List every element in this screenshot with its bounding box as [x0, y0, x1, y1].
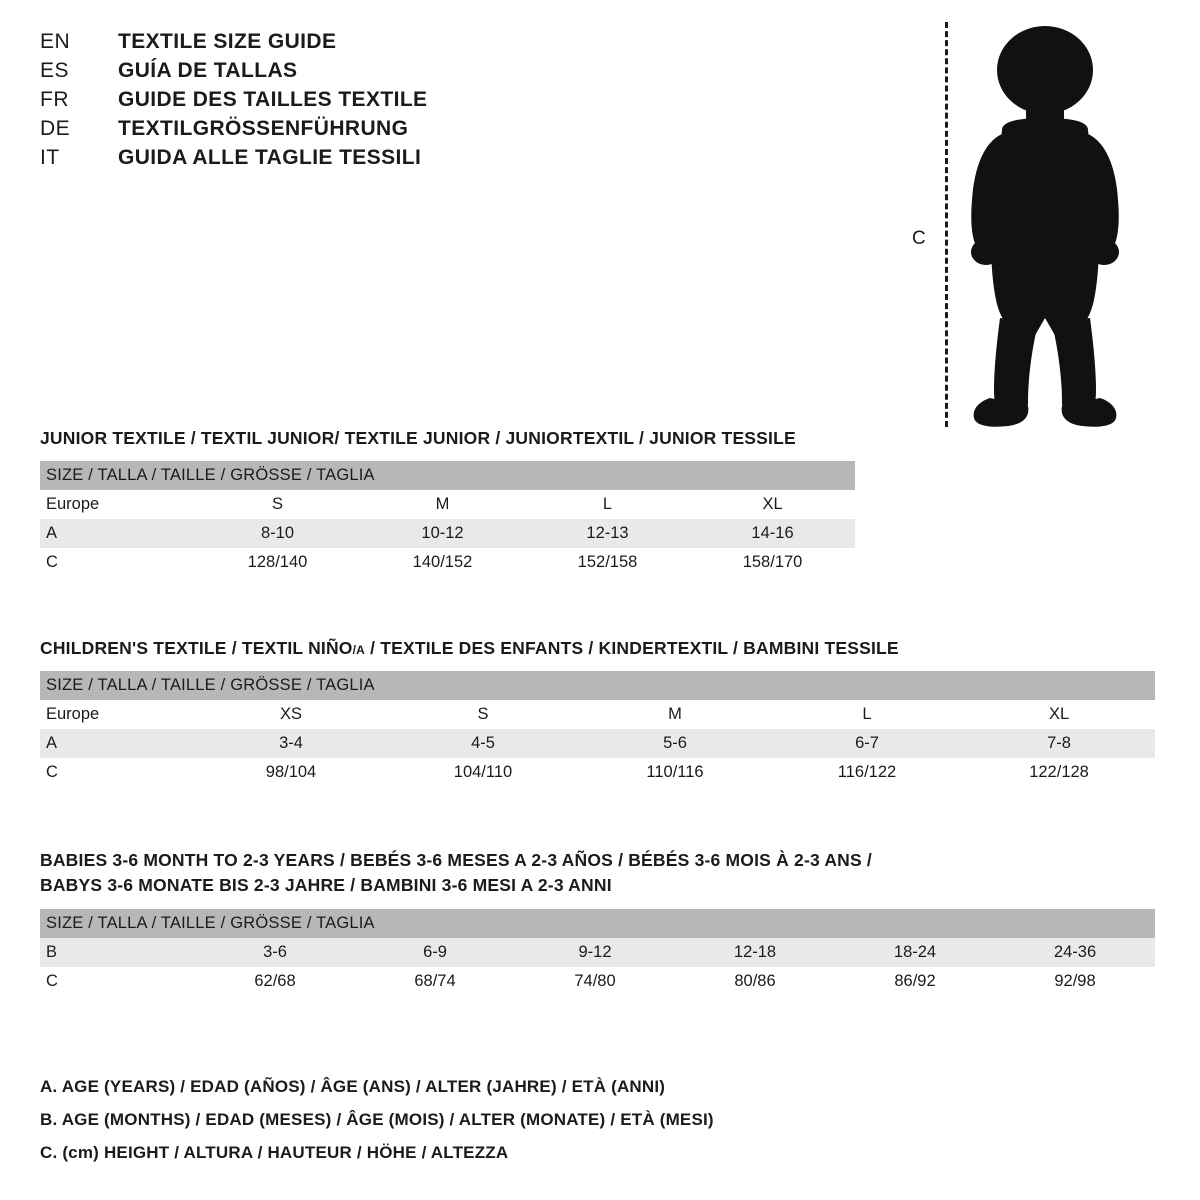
section-title-children-post: / TEXTILE DES ENFANTS / KINDERTEXTIL / BAMBINI TESSILE — [365, 638, 899, 658]
table-cell: 24-36 — [995, 938, 1155, 967]
section-title-babies-line1: BABIES 3-6 MONTH TO 2-3 YEARS / BEBÉS 3-6 MESES A 2-3 AÑOS / BÉBÉS 3-6 MOIS À 2-3 ANS / — [40, 850, 872, 870]
table-cell: 4-5 — [387, 729, 579, 758]
table-cell: 14-16 — [690, 519, 855, 548]
section-title-junior: JUNIOR TEXTILE / TEXTIL JUNIOR/ TEXTILE JUNIOR / JUNIORTEXTIL / JUNIOR TESSILE — [40, 428, 796, 448]
row-label: A — [40, 729, 195, 758]
table-row — [40, 967, 1155, 996]
row-label: C — [40, 548, 195, 577]
table-cell: 12-13 — [525, 519, 690, 548]
size-header: XS — [195, 700, 387, 729]
footnote-c-text: C. (cm) HEIGHT / ALTURA / HAUTEUR / HÖHE / ALTEZZA — [40, 1143, 509, 1163]
table-row — [40, 729, 1155, 758]
table-cell: 8-10 — [195, 519, 360, 548]
section-babies — [40, 848, 1160, 996]
table-row — [40, 938, 1155, 967]
table-cell: 9-12 — [515, 938, 675, 967]
height-dashed-line — [945, 22, 948, 427]
table-babies — [40, 909, 1155, 996]
size-header: S — [387, 700, 579, 729]
table-children — [40, 671, 1155, 787]
table-cell: 158/170 — [690, 548, 855, 577]
table-cell: 74/80 — [515, 967, 675, 996]
size-header: M — [360, 490, 525, 519]
size-header: XL — [963, 700, 1155, 729]
table-row — [40, 490, 855, 519]
language-code: ES — [40, 59, 70, 82]
table-cell: 3-4 — [195, 729, 387, 758]
table-cell: 110/116 — [579, 758, 771, 787]
size-header: M — [579, 700, 771, 729]
language-code: FR — [40, 88, 69, 111]
language-title: TEXTILGRÖSSENFÜHRUNG — [118, 117, 409, 140]
figure-measure-label: C — [912, 228, 926, 249]
language-row — [40, 117, 640, 146]
language-code: IT — [40, 146, 60, 169]
table-cell: 7-8 — [963, 729, 1155, 758]
height-figure — [900, 10, 1180, 430]
table-cell: 104/110 — [387, 758, 579, 787]
section-title-children-sub: /A — [352, 643, 366, 657]
table-cell: 10-12 — [360, 519, 525, 548]
table-cell: 5-6 — [579, 729, 771, 758]
table-cell: 86/92 — [835, 967, 995, 996]
table-band-label: SIZE / TALLA / TAILLE / GRÖSSE / TAGLIA — [40, 461, 855, 490]
table-row — [40, 758, 1155, 787]
table-cell: 98/104 — [195, 758, 387, 787]
region-label: Europe — [40, 490, 195, 519]
row-label: C — [40, 758, 195, 787]
language-row — [40, 88, 640, 117]
language-title: GUIDE DES TAILLES TEXTILE — [118, 88, 428, 111]
region-label: Europe — [40, 700, 195, 729]
table-cell: 140/152 — [360, 548, 525, 577]
row-label: A — [40, 519, 195, 548]
row-label: B — [40, 938, 195, 967]
table-cell: 3-6 — [195, 938, 355, 967]
section-title-children — [40, 636, 1160, 661]
table-cell: 152/158 — [525, 548, 690, 577]
table-cell: 80/86 — [675, 967, 835, 996]
section-children — [40, 636, 1160, 787]
table-cell: 116/122 — [771, 758, 963, 787]
footnote-b: B. AGE (MONTHS) / EDAD (MESES) / ÂGE (MOIS) / ALTER (MONATE) / ETÀ (MESI) — [40, 1110, 714, 1130]
footnote-a: A. AGE (YEARS) / EDAD (AÑOS) / ÂGE (ANS) / ALTER (JAHRE) / ETÀ (ANNI) — [40, 1077, 666, 1096]
row-label: C — [40, 967, 195, 996]
table-cell: 12-18 — [675, 938, 835, 967]
language-code: EN — [40, 30, 71, 53]
table-cell: 6-9 — [355, 938, 515, 967]
table-cell: 128/140 — [195, 548, 360, 577]
table-band-row — [40, 909, 1155, 938]
section-title-babies-line2: BABYS 3-6 MONATE BIS 2-3 JAHRE / BAMBINI 3-6 MESI A 2-3 ANNI — [40, 875, 612, 896]
size-header: S — [195, 490, 360, 519]
table-junior — [40, 461, 855, 577]
footnote-c — [40, 1136, 1140, 1169]
footnotes — [40, 1070, 1140, 1169]
size-header: L — [771, 700, 963, 729]
table-cell: 62/68 — [195, 967, 355, 996]
language-row — [40, 146, 640, 175]
table-row — [40, 519, 855, 548]
table-band-row — [40, 671, 1155, 700]
table-cell: 92/98 — [995, 967, 1155, 996]
table-band-label: SIZE / TALLA / TAILLE / GRÖSSE / TAGLIA — [40, 909, 1155, 938]
toddler-silhouette-icon — [950, 18, 1140, 430]
table-cell: 18-24 — [835, 938, 995, 967]
language-title-block — [40, 30, 640, 175]
language-title: GUÍA DE TALLAS — [118, 59, 298, 82]
size-header: L — [525, 490, 690, 519]
language-row — [40, 59, 640, 88]
table-cell: 68/74 — [355, 967, 515, 996]
section-title-children-pre: CHILDREN'S TEXTILE / TEXTIL NIÑO — [40, 638, 353, 658]
section-title-babies — [40, 848, 1160, 899]
table-band-row — [40, 461, 855, 490]
table-row — [40, 548, 855, 577]
language-title: GUIDA ALLE TAGLIE TESSILI — [118, 146, 422, 169]
table-cell: 6-7 — [771, 729, 963, 758]
size-header: XL — [690, 490, 855, 519]
table-row — [40, 700, 1155, 729]
language-code: DE — [40, 117, 71, 140]
section-junior — [40, 426, 1160, 577]
table-band-label: SIZE / TALLA / TAILLE / GRÖSSE / TAGLIA — [40, 671, 1155, 700]
language-title: TEXTILE SIZE GUIDE — [118, 30, 337, 53]
language-row — [40, 30, 640, 59]
table-cell: 122/128 — [963, 758, 1155, 787]
